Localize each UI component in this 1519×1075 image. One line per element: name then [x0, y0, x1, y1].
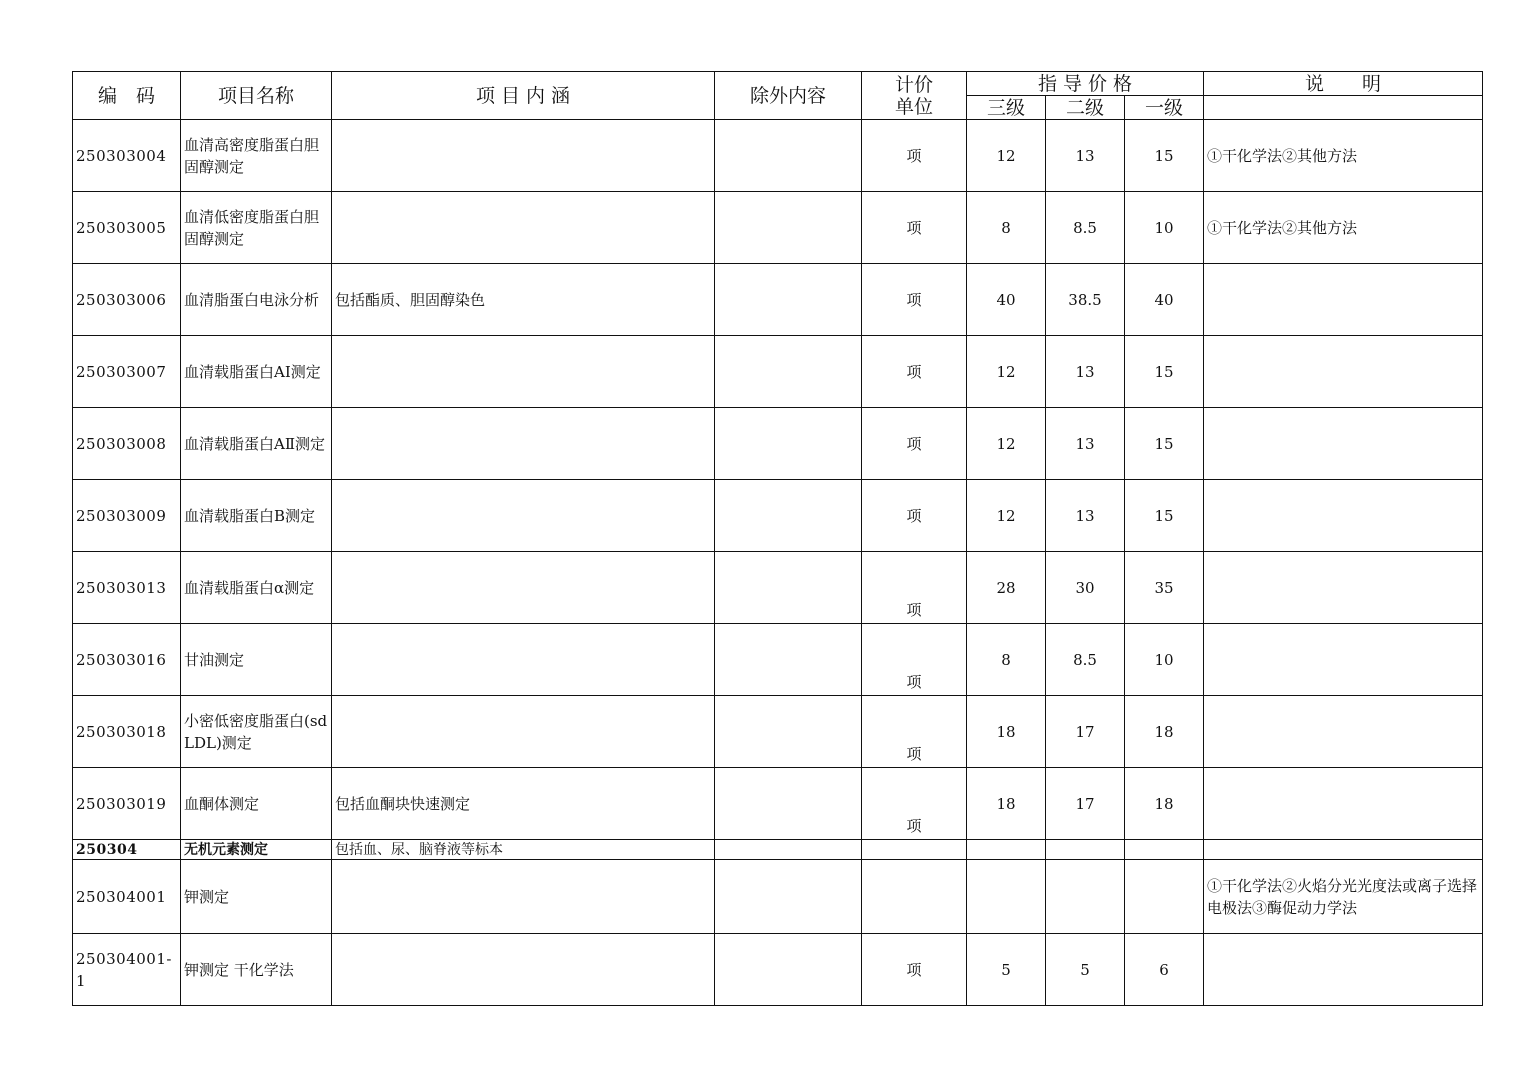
cell-price-level1: 18: [1125, 768, 1204, 840]
cell-name: 血清载脂蛋白AⅠ测定: [181, 336, 332, 408]
header-excluded: 除外内容: [715, 72, 862, 120]
cell-excluded: [715, 860, 862, 934]
table-row: [73, 552, 1483, 624]
cell-code: 250303008: [73, 408, 181, 480]
cell-price-level2: 13: [1046, 408, 1125, 480]
cell-price-level1: 10: [1125, 624, 1204, 696]
cell-unit: 项: [862, 192, 967, 264]
cell-price-level1: 15: [1125, 336, 1204, 408]
table-row: [73, 192, 1483, 264]
cell-note: [1204, 934, 1483, 1006]
cell-price-level1: 15: [1125, 480, 1204, 552]
cell-note: [1204, 696, 1483, 768]
cell-empty: [862, 840, 967, 860]
cell-content: 包括酯质、胆固醇染色: [332, 264, 715, 336]
cell-price-level2: 30: [1046, 552, 1125, 624]
cell-note: [1204, 480, 1483, 552]
cell-note: [1204, 408, 1483, 480]
cell-content: [332, 696, 715, 768]
cell-price-level3: 8: [967, 624, 1046, 696]
cell-name: 小密低密度脂蛋白(sdLDL)测定: [181, 696, 332, 768]
price-table: [72, 71, 1483, 1006]
cell-excluded: [715, 696, 862, 768]
cell-excluded: [715, 192, 862, 264]
cell-content: [332, 860, 715, 934]
table-row: [73, 860, 1483, 934]
header-level3: 三级: [967, 96, 1046, 120]
cell-code: 250303007: [73, 336, 181, 408]
cell-price-level2: 17: [1046, 696, 1125, 768]
cell-empty: [1204, 840, 1483, 860]
cell-price-level2: 17: [1046, 768, 1125, 840]
cell-code: 250303005: [73, 192, 181, 264]
cell-excluded: [715, 120, 862, 192]
cell-code: 250304001-1: [73, 934, 181, 1006]
cell-price-level2: 8.5: [1046, 624, 1125, 696]
cell-price-level3: 18: [967, 768, 1046, 840]
cell-content: [332, 120, 715, 192]
cell-excluded: [715, 624, 862, 696]
table-row: [73, 768, 1483, 840]
cell-price-level2: [1046, 860, 1125, 934]
cell-name: 血酮体测定: [181, 768, 332, 840]
table-row: [73, 408, 1483, 480]
cell-note: [1204, 624, 1483, 696]
cell-content: [332, 192, 715, 264]
header-note-blank: [1204, 96, 1483, 120]
cell-excluded: [715, 480, 862, 552]
cell-price-level2: 13: [1046, 480, 1125, 552]
header-unit-line2: 单位: [894, 95, 933, 118]
header-level2: 二级: [1046, 96, 1125, 120]
header-name: 项目名称: [181, 72, 332, 120]
cell-name: 血清低密度脂蛋白胆固醇测定: [181, 192, 332, 264]
cell-code: 250303018: [73, 696, 181, 768]
table-row: [73, 264, 1483, 336]
cell-price-level3: 12: [967, 480, 1046, 552]
cell-unit: 项: [862, 624, 967, 696]
cell-content: [332, 408, 715, 480]
cell-note: ①干化学法②其他方法: [1204, 120, 1483, 192]
cell-unit: 项: [862, 768, 967, 840]
cell-unit: [862, 860, 967, 934]
cell-price-level3: 12: [967, 408, 1046, 480]
cell-price-level2: 13: [1046, 120, 1125, 192]
cell-price-level1: 15: [1125, 120, 1204, 192]
cell-price-level2: 5: [1046, 934, 1125, 1006]
header-content: 项 目 内 涵: [332, 72, 715, 120]
cell-name: 血清载脂蛋白AⅡ测定: [181, 408, 332, 480]
cell-note: [1204, 552, 1483, 624]
header-price-group: 指 导 价 格: [967, 72, 1204, 96]
cell-note: ①干化学法②其他方法: [1204, 192, 1483, 264]
cell-price-level3: 40: [967, 264, 1046, 336]
cell-note: [1204, 264, 1483, 336]
cell-unit: 项: [862, 408, 967, 480]
table-row: [73, 934, 1483, 1006]
cell-excluded: [715, 336, 862, 408]
cell-price-level3: 18: [967, 696, 1046, 768]
cell-unit: 项: [862, 480, 967, 552]
cell-excluded: [715, 408, 862, 480]
cell-code: 250303016: [73, 624, 181, 696]
cell-excluded: [715, 552, 862, 624]
header-note: 说 明: [1204, 72, 1483, 96]
cell-note: ①干化学法②火焰分光光度法或离子选择电极法③酶促动力学法: [1204, 860, 1483, 934]
cell-price-level1: [1125, 860, 1204, 934]
cell-price-level2: 8.5: [1046, 192, 1125, 264]
table-row: [73, 696, 1483, 768]
cell-code: 250303019: [73, 768, 181, 840]
cell-unit: 项: [862, 336, 967, 408]
cell-name: 血清脂蛋白电泳分析: [181, 264, 332, 336]
cell-price-level1: 18: [1125, 696, 1204, 768]
cell-content: 包括血酮块快速测定: [332, 768, 715, 840]
cell-price-level3: 5: [967, 934, 1046, 1006]
section-code: 250304: [73, 840, 181, 860]
cell-empty: [715, 840, 862, 860]
cell-price-level1: 10: [1125, 192, 1204, 264]
cell-code: 250303006: [73, 264, 181, 336]
cell-code: 250304001: [73, 860, 181, 934]
cell-empty: [1046, 840, 1125, 860]
cell-unit: 项: [862, 696, 967, 768]
section-content: 包括血、尿、脑脊液等标本: [332, 840, 715, 860]
cell-unit: 项: [862, 934, 967, 1006]
cell-name: 钾测定 干化学法: [181, 934, 332, 1006]
cell-code: 250303013: [73, 552, 181, 624]
cell-name: 血清载脂蛋白B测定: [181, 480, 332, 552]
cell-empty: [967, 840, 1046, 860]
cell-price-level1: 6: [1125, 934, 1204, 1006]
cell-content: [332, 480, 715, 552]
section-name: 无机元素测定: [181, 840, 332, 860]
cell-note: [1204, 336, 1483, 408]
cell-price-level3: [967, 860, 1046, 934]
cell-excluded: [715, 768, 862, 840]
section-row: [73, 840, 1483, 860]
cell-code: 250303009: [73, 480, 181, 552]
cell-unit: 项: [862, 120, 967, 192]
header-code: 编 码: [73, 72, 181, 120]
cell-excluded: [715, 934, 862, 1006]
cell-price-level3: 8: [967, 192, 1046, 264]
cell-content: [332, 934, 715, 1006]
cell-content: [332, 624, 715, 696]
cell-name: 甘油测定: [181, 624, 332, 696]
cell-excluded: [715, 264, 862, 336]
cell-price-level3: 12: [967, 120, 1046, 192]
table-row: [73, 480, 1483, 552]
cell-empty: [1125, 840, 1204, 860]
cell-price-level1: 40: [1125, 264, 1204, 336]
cell-price-level1: 15: [1125, 408, 1204, 480]
table-row: [73, 624, 1483, 696]
header-level1: 一级: [1125, 96, 1204, 120]
cell-price-level2: 38.5: [1046, 264, 1125, 336]
cell-name: 钾测定: [181, 860, 332, 934]
cell-note: [1204, 768, 1483, 840]
cell-code: 250303004: [73, 120, 181, 192]
cell-content: [332, 336, 715, 408]
header-unit: [862, 72, 967, 120]
cell-price-level3: 28: [967, 552, 1046, 624]
cell-price-level3: 12: [967, 336, 1046, 408]
cell-unit: 项: [862, 264, 967, 336]
cell-name: 血清载脂蛋白α测定: [181, 552, 332, 624]
cell-price-level1: 35: [1125, 552, 1204, 624]
cell-unit: 项: [862, 552, 967, 624]
header-unit-line1: 计价: [894, 73, 933, 96]
table-row: [73, 120, 1483, 192]
cell-content: [332, 552, 715, 624]
table-row: [73, 336, 1483, 408]
cell-price-level2: 13: [1046, 336, 1125, 408]
table-body: [73, 120, 1483, 1006]
cell-name: 血清高密度脂蛋白胆固醇测定: [181, 120, 332, 192]
